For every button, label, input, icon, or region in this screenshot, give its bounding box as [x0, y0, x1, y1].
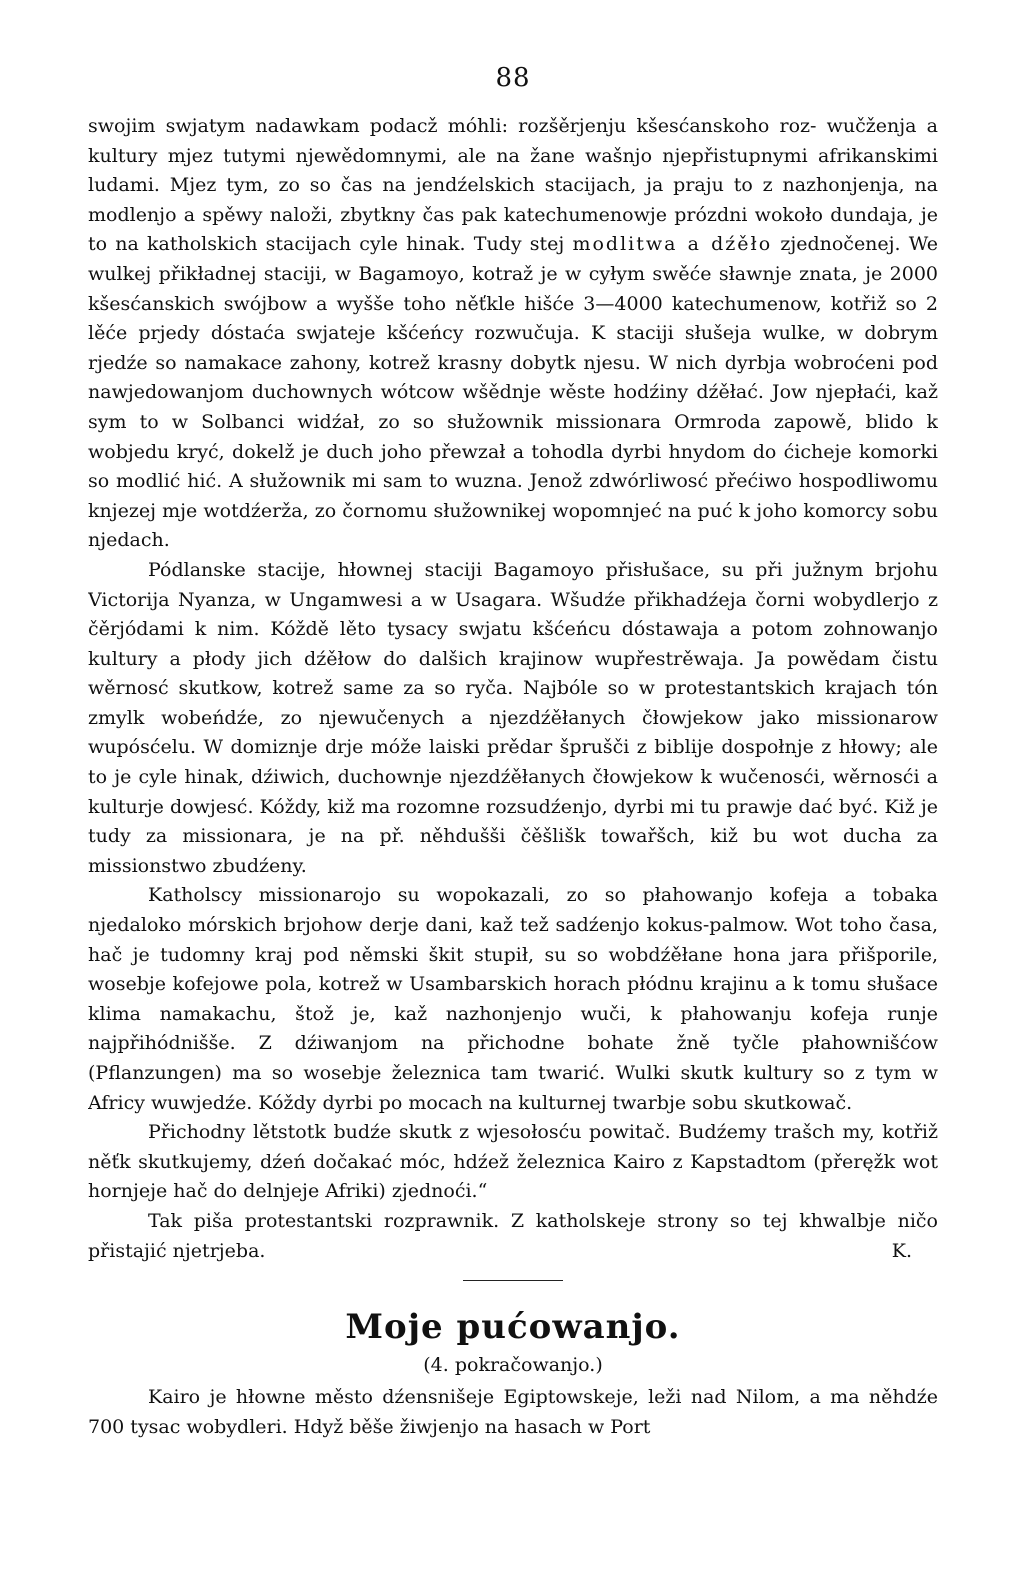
closing-paragraph	[88, 1207, 938, 1266]
paragraph	[88, 1118, 938, 1207]
paragraph-text: zjednočenej. We wulkej přikładnej staciji, w Bagamoyo, kotraž je w cyłym swěće sławnje znata, je 2000 kšesćanskich swójbow a wyšše toho něťkle hišće 3—4000 katechumenow, kotřiž so 2 lěće prjedy dóstaća swjateje kšćeńcy rozwučuja. K staciji słušeja wulke, w dobrym rjedźe so namakace zahony, kotrež krasny dobytk njesu. W nich dyrbja wobroćeni pod nawjedowanjom duchownych wótcow wšědnje wěste hodźiny dźěłać. Jow njepłaći, kaž sym to w Solbanci widźał, zo so słužownik missionara Ormroda zapowě, blido k wobjedu kryć, dokelž je duch joho přewzał a tohodla dyrbi hnydom do ćicheje komorki so modlić hić. A słužownik mi sam to wuzna. Jenož zdwórliwosć přećiwo hospodliwomu knjezej mje wotdźerža, zo čornomu słužownikej wopomnjeć na puć k joho komorcy sobu njedach.	[88, 233, 938, 552]
paragraph-text: Pódlanske stacije, hłownej staciji Bagamoyo přisłušace, su při južnym brjohu Victorija Nyanza, w Ungamwesi a w Usagara. Wšudźe přikhadźeja čorni wobydlerjo z čěrjódami k nim. Kóždě lěto tysacy swjatu kšćeńcu dóstawaja a potom zohnowanjo kultury a płody jich dźěłow do dalšich krajinow wupřestrěwaja. Ja powědam čistu wěrnosć skutkow, kotrež same za so ryča. Najbóle so w protestantskich krajach tón zmylk wobeńdźe, zo njewučenych a njezdźěłanych čłowjekow jako missionarow wupósćelu. W domiznje drje móže laiski prědar šprušči z biblije dospołnje z hłowy; ale to je cyle hinak, dźiwich, duchownje njezdźěłanych čłowjekow k wučenosći, wěrnosći a kulturje dowjesć. Kóždy, kiž ma rozomne rozsudźenjo, dyrbi mi tu prawje dać być. Kiž je tudy za missionara, je na př. něhdušši čěšlišk towařšch, kiž bu wot ducha za missionstwo zbudźeny.	[88, 558, 938, 877]
section-divider	[463, 1280, 563, 1281]
new-article-paragraph: Kairo je hłowne město dźensnišeje Egiptowskeje, leži nad Nilom, a ma něhdźe 700 tysac wobydleri. Hdyž běše žiwjenjo na hasach w Port	[88, 1386, 938, 1438]
page-number: 88	[495, 63, 531, 93]
closing-text: Tak piša protestantski rozprawnik. Z katholskeje strony so tej khwalbje ničo přistajić njetrjeba.	[88, 1209, 938, 1262]
article-body	[88, 112, 938, 1207]
paragraph-text: Přichodny lětstotk budźe skutk z wjesołosću powitač. Budźemy trašch my, kotřiž něťk skutkujemy, dźeń dočakać móc, hdźež železnica Kairo z Kapstadtom (přeręžk wot hornjeje hač do delnjeje Afriki) zjednoći.“	[88, 1121, 938, 1203]
paragraph-text: Katholscy missionarojo su wopokazali, zo so płahowanjo kofeja a tobaka njedaloko mórskich brjohow derje dani, kaž tež sadźenjo kokus-palmow. Wot toho časa, hač je tudomny kraj pod němski škit stupił, su so wobdźěłane hona jara přišporile, wosebje kofejowe pola, kotrež w Usambarskich horach płódnu krajinu a k tomu słušace klima namakachu, štož je, kaž nazhonjenjo wuči, k płahowanju kofeja runje najpřihódnišše. Z dźiwanjom na přichodne bohate žně tyčle płahownišćow (Pflanzungen) ma so wosebje železnica tam twarić. Wulki skutk kultury so z tym w Africy wuwjedźe. Kóždy dyrbi po mocach na kulturnej twarbje sobu skutkowač.	[88, 884, 938, 1114]
paragraph-text: swojim swjatym nadawkam podacž móhli: rozšěrjenju kšesćanskoho roz- wučženja a kultury mjez tutymi njewědomnymi, ale na žane wašnjo njepřistupnymi afrikanskimi ludami. Mjez tym, zo so čas na jendźelskich stacijach, ja praju to z nazhonjenja, na modlenjo a spěwy naloži, zbytkny čas pak katechumenowje prózdni wokoło dundaja, je to na katholskich stacijach cyle hinak. Tudy stej	[88, 115, 938, 256]
new-article-body	[88, 1383, 938, 1442]
signature: K.	[891, 1239, 912, 1262]
paragraph	[88, 881, 938, 1118]
closing-section	[88, 1207, 938, 1266]
emphasized-text: modlitwa a dźěło	[572, 233, 773, 256]
page	[88, 62, 938, 1552]
paragraph	[88, 112, 938, 556]
article-title: Moje pućowanjo.	[345, 1307, 681, 1348]
article-subtitle: (4. pokračowanjo.)	[423, 1354, 603, 1377]
paragraph	[88, 556, 938, 882]
